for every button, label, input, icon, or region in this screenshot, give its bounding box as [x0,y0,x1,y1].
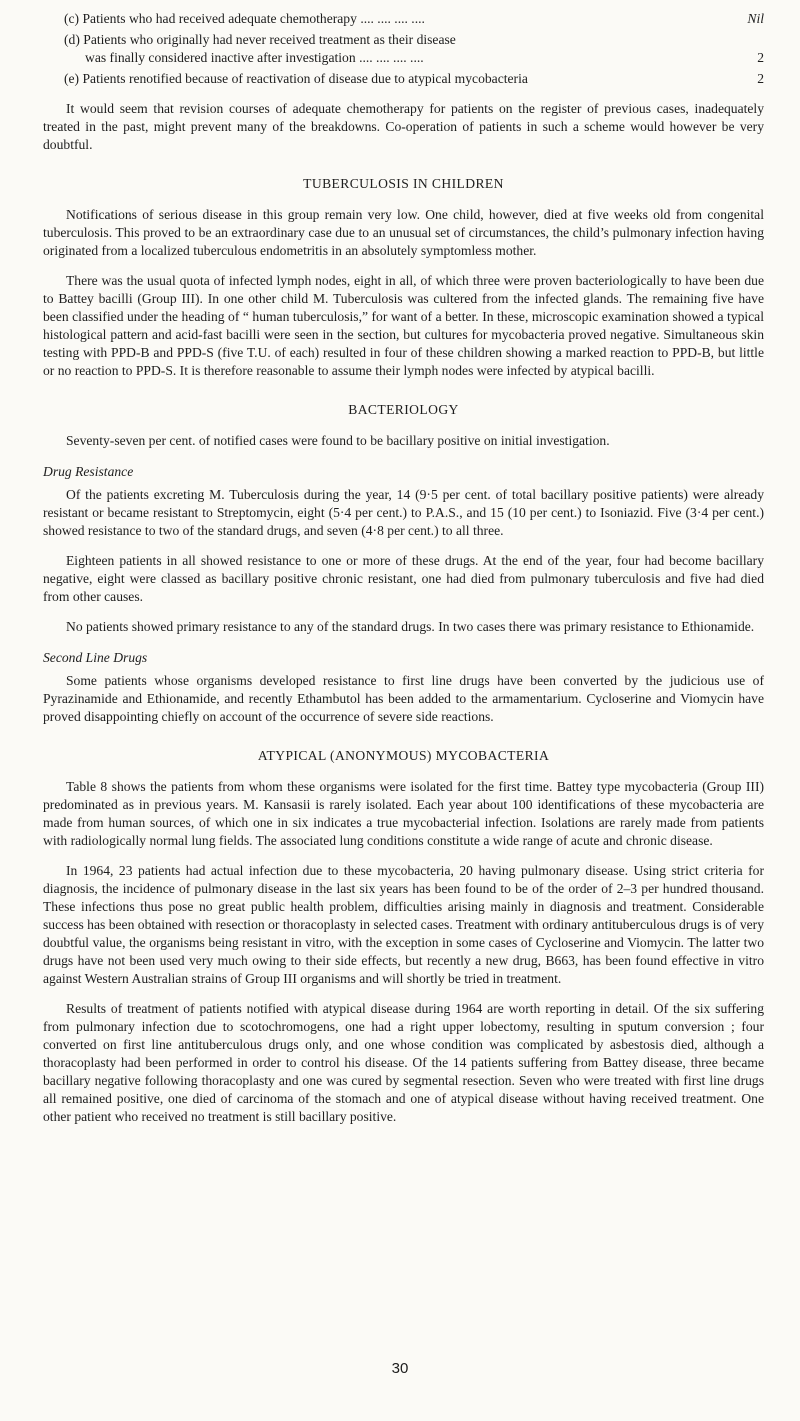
leader-dots: .... .... .... .... [360,11,425,26]
item-text-continued: was finally considered inactive after investigation [85,50,356,65]
item-value: Nil [747,11,764,26]
item-text: Patients who originally had never received treatment as their disease [83,32,456,47]
list-item [64,70,764,88]
paragraph: Table 8 shows the patients from whom these organisms were isolated for the first time. Battey type mycobacteria (Group III) predominated as in previous years. M. Kansasii is rarely isolated. Each year about 100 identifications of these mycobacteria are made from human sources, of which one in six indicates a true mycobacterial infection. Isolations are rarely made from patients with radiologically normal lung fields. The associated lung conditions constitute a wide range of acute and chronic disease. [43,779,764,848]
paragraph: Eighteen patients in all showed resistance to one or more of these drugs. At the end of the year, four had become bacillary negative, eight were classed as bacillary positive chronic resistant, one had died from pulmonary tuberculosis and five had died from other causes. [43,553,764,604]
notification-list [43,10,764,88]
item-value: 2 [757,71,764,86]
section-heading-bacteriology: BACTERIOLOGY [348,402,459,417]
item-label: (d) [64,32,80,47]
paragraph: There was the usual quota of infected lymph nodes, eight in all, of which three were proven bacteriologically to have been due to Battey bacilli (Group III). In one other child M. Tuberculosis was cultered from the infected glands. The remaining five have been classified under the heading of “ human tuberculosis,” for want of a better. In these, microscopic examination showed a typical histological pattern and acid-fast bacilli were seen in the section, but cultures for mycobacteria proved negative. Simultaneous skin testing with PPD-B and PPD-S (five T.U. of each) resulted in four of these children showing a marked reaction to PPD-B, but little or no reaction to PPD-S. It is therefore reasonable to assume their lymph nodes were infected by atypical bacilli. [43,273,764,378]
item-text: Patients renotified because of reactivation of disease due to atypical mycobacteria [82,71,528,86]
item-text: Patients who had received adequate chemotherapy [82,11,357,26]
item-value: 2 [757,50,764,65]
paragraph: Seventy-seven per cent. of notified cases were found to be bacillary positive on initial investigation. [66,433,610,448]
leader-dots: .... .... .... .... [359,50,424,65]
paragraph: Results of treatment of patients notified with atypical disease during 1964 are worth reporting in detail. Of the six suffering from pulmonary infection due to scotochromogens, one had a right upper lobectomy, resulting in sputum conversion ; four converted on first line antituberculous drugs only, and one whose condition was complicated by asbestosis died, although a thoracoplasty had been performed in order to control his disease. Of the 14 patients suffering from Battey disease, three became bacillary negative following thoracoplasty and one was cured by segmental resection. Seven who were treated with first line drugs all remained positive, one died of carcinoma of the stomach and one of atypical disease without having received treatment. One other patient who received no treatment is still bacillary positive. [43,1001,764,1124]
item-label: (c) [64,11,80,26]
paragraph: Notifications of serious disease in this group remain very low. One child, however, died at five weeks old from congenital tuberculosis. This proved to be an extraordinary case due to an unusual set of circumstances, the child’s pulmonary infection having originated from a localized tuberculous endometritis in an absolutely symptomless mother. [43,207,764,258]
paragraph: In 1964, 23 patients had actual infection due to these mycobacteria, 20 having pulmonary disease. Using strict criteria for diagnosis, the incidence of pulmonary disease in the last six years has been found to be of the order of 2–3 per hundred thousand. These infections thus pose no great public health problem, difficulties arising mainly in diagnosis and treatment. Considerable success has been obtained with resection or thoracoplasty in selected cases. Treatment with ordinary antituberculous drugs is of very doubtful value, the organisms being resistant in vitro, with the exception in some cases of Cycloserine and Viomycin. The latter two drugs have not been used very much owing to their side effects, but recently a new drug, B663, has been found effective in vitro against Western Australian strains of Group III organisms and will shortly be tried in treatment. [43,863,764,986]
list-item [64,31,764,67]
paragraph: No patients showed primary resistance to any of the standard drugs. In two cases there was primary resistance to Ethionamide. [66,619,755,634]
intro-paragraph: It would seem that revision courses of adequate chemotherapy for patients on the register of previous cases, inadequately treated in the past, might prevent many of the breakdowns. Co-operation of patients in such a scheme would however be very doubtful. [43,101,764,152]
subheading-drug-resistance: Drug Resistance [43,464,134,479]
section-heading-children: TUBERCULOSIS IN CHILDREN [303,176,504,191]
section-heading-atypical: ATYPICAL (ANONYMOUS) MYCOBACTERIA [257,748,550,763]
subheading-second-line-drugs: Second Line Drugs [43,650,148,665]
paragraph: Of the patients excreting M. Tuberculosis during the year, 14 (9·5 per cent. of total bacillary positive patients) were already resistant or became resistant to Streptomycin, eight (5·4 per cent.) to P.A.S., and 15 (10 per cent.) to Isoniazid. Five (3·4 per cent.) showed resistance to two of the standard drugs, and seven (4·8 per cent.) to all three. [43,487,764,538]
paragraph: Some patients whose organisms developed resistance to first line drugs have been converted by the judicious use of Pyrazinamide and Ethionamide, and recently Ethambutol has been added to the armamentarium. Cycloserine and Viomycin have proved disappointing chiefly on account of the occurrence of severe side reactions. [43,673,764,724]
item-label: (e) [64,71,80,86]
list-item [64,10,764,28]
page-number: 30 [391,1360,409,1377]
